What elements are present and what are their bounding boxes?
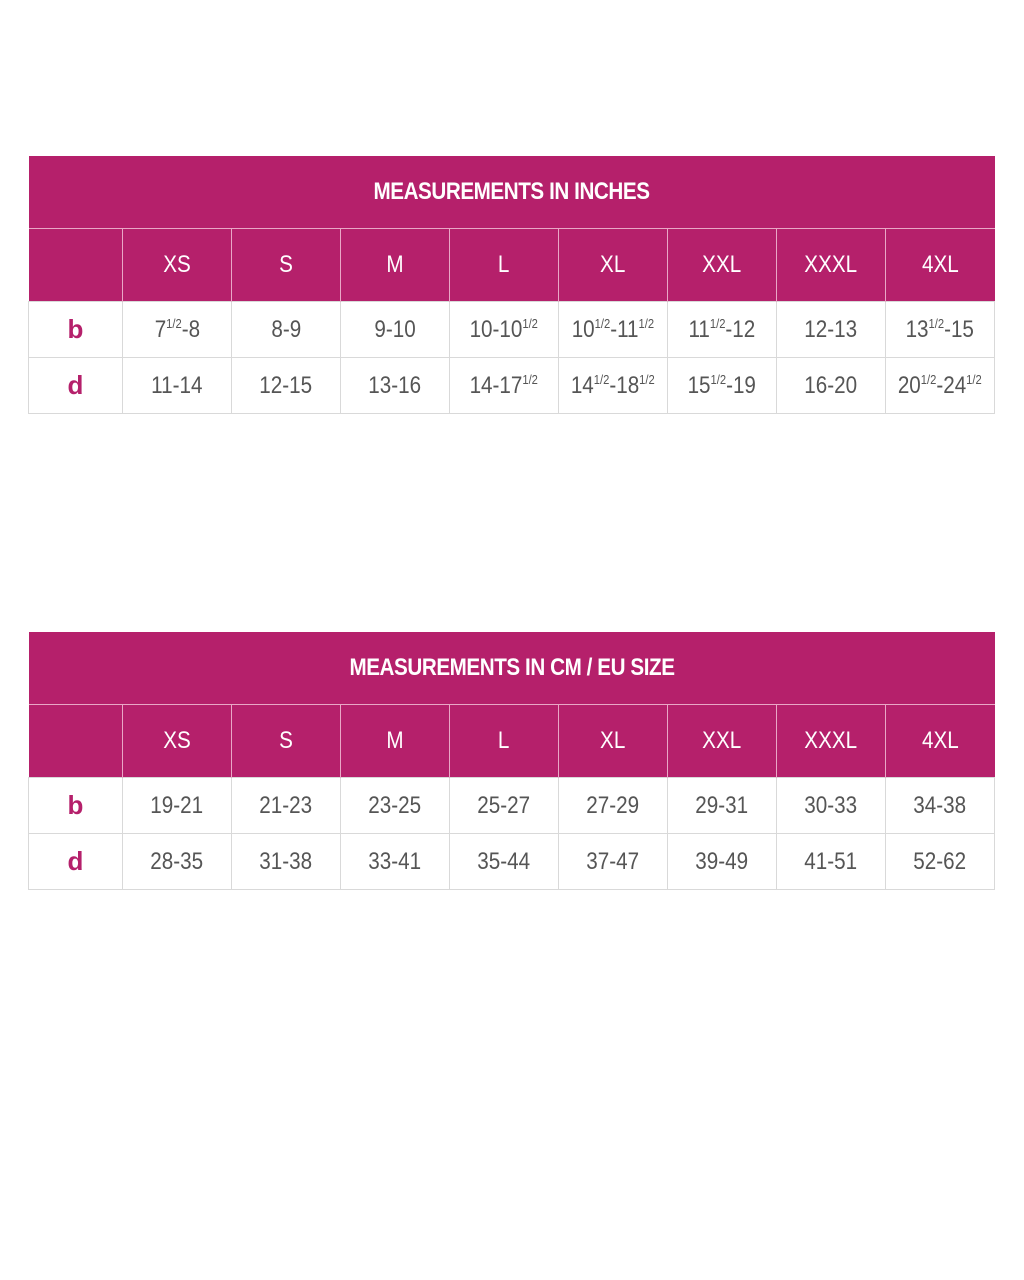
table-cell: 30-33 xyxy=(777,778,886,834)
size-header: S xyxy=(232,229,341,302)
table-cell: 21-23 xyxy=(232,778,341,834)
row-label: d xyxy=(29,358,123,414)
table-cell: 35-44 xyxy=(450,834,559,890)
size-header: M xyxy=(341,229,450,302)
size-header: XXXL xyxy=(777,229,886,302)
table-cell: 25-27 xyxy=(450,778,559,834)
table-cell: 28-35 xyxy=(123,834,232,890)
table-cell: 34-38 xyxy=(886,778,995,834)
table-row xyxy=(29,834,995,890)
table-cell: 16-20 xyxy=(777,358,886,414)
size-header: XL xyxy=(559,229,668,302)
table-cell: 13-16 xyxy=(341,358,450,414)
table-cell: $20^{1/2}-24^{1/2}$ xyxy=(886,358,995,414)
corner-cell xyxy=(29,705,123,778)
size-header: S xyxy=(232,705,341,778)
table-cell: 41-51 xyxy=(777,834,886,890)
size-header: XXL xyxy=(668,229,777,302)
table-cell: $10-10^{1/2}$ xyxy=(450,302,559,358)
table-cell: $11^{1/2}-12$ xyxy=(668,302,777,358)
row-label: b xyxy=(29,302,123,358)
table-cell: $14^{1/2}-18^{1/2}$ xyxy=(559,358,668,414)
table-cell: 37-47 xyxy=(559,834,668,890)
corner-cell xyxy=(29,229,123,302)
table-cell: $14-17^{1/2}$ xyxy=(450,358,559,414)
table-cell: 31-38 xyxy=(232,834,341,890)
table-title: MEASUREMENTS IN INCHES xyxy=(29,156,995,229)
table-cell: $10^{1/2}-11^{1/2}$ xyxy=(559,302,668,358)
size-header: XS xyxy=(123,229,232,302)
size-chart-cm xyxy=(28,632,995,890)
size-chart-inches xyxy=(28,156,995,414)
table-cell: 33-41 xyxy=(341,834,450,890)
size-header: L xyxy=(450,705,559,778)
table-cell: $7^{1/2}-8$ xyxy=(123,302,232,358)
table-cell: 27-29 xyxy=(559,778,668,834)
table-row xyxy=(29,778,995,834)
table-row xyxy=(29,302,995,358)
row-label: d xyxy=(29,834,123,890)
size-header: 4XL xyxy=(886,229,995,302)
row-label: b xyxy=(29,778,123,834)
size-header: M xyxy=(341,705,450,778)
size-header: 4XL xyxy=(886,705,995,778)
size-header: XXL xyxy=(668,705,777,778)
table-title: MEASUREMENTS IN CM / EU SIZE xyxy=(29,632,995,705)
table-cell: 19-21 xyxy=(123,778,232,834)
size-header: XL xyxy=(559,705,668,778)
table-cell: 23-25 xyxy=(341,778,450,834)
table-cell: 8-9 xyxy=(232,302,341,358)
table-cell: 52-62 xyxy=(886,834,995,890)
table-cell: 9-10 xyxy=(341,302,450,358)
size-header: XXXL xyxy=(777,705,886,778)
table-cell: 39-49 xyxy=(668,834,777,890)
table-cell: 29-31 xyxy=(668,778,777,834)
table-cell: 12-15 xyxy=(232,358,341,414)
size-header: L xyxy=(450,229,559,302)
table-cell: 12-13 xyxy=(777,302,886,358)
size-header: XS xyxy=(123,705,232,778)
table-cell: $15^{1/2}-19$ xyxy=(668,358,777,414)
table-row xyxy=(29,358,995,414)
table-cell: 11-14 xyxy=(123,358,232,414)
table-cell: $13^{1/2}-15$ xyxy=(886,302,995,358)
